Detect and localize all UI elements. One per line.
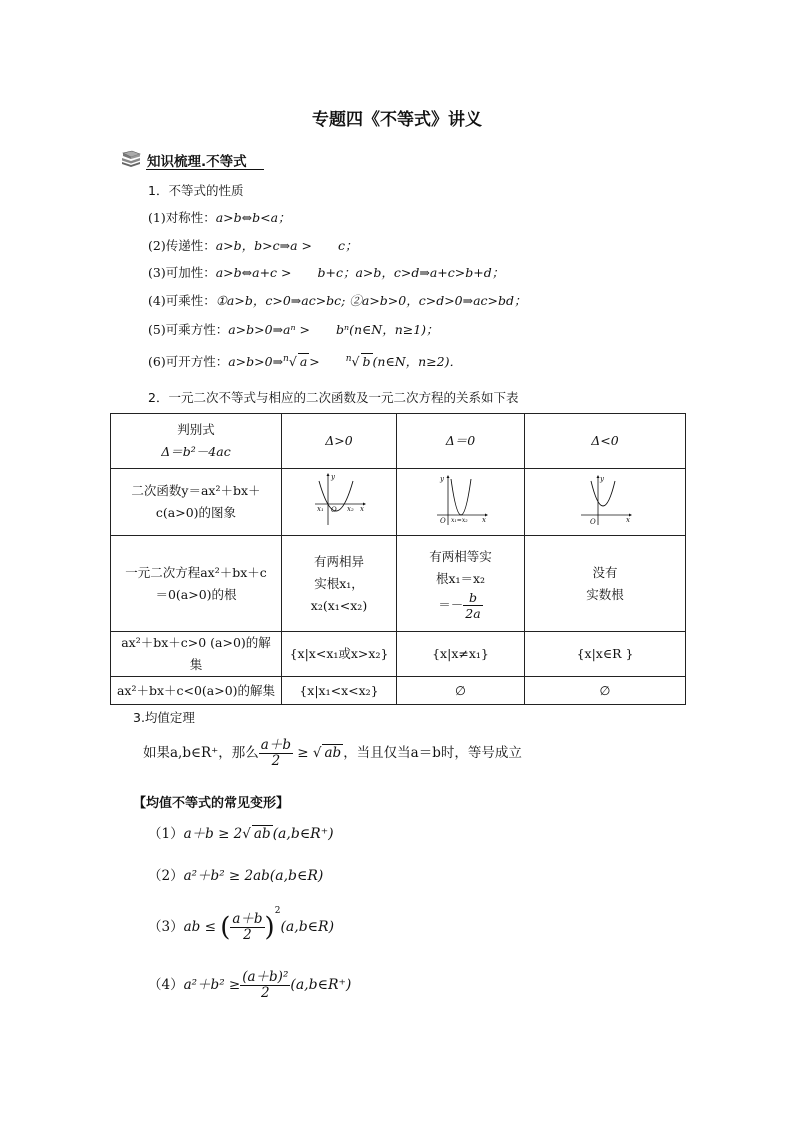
variant-4-fraction: $\frac{\text{(a＋b)²}}{2}$ [242, 969, 289, 1001]
cell-lt-none: ∅ [525, 677, 686, 705]
svg-text:O: O [439, 516, 446, 525]
table-row-solution-lt [111, 677, 686, 705]
cell-roots-none: 没有 实数根 [525, 536, 686, 632]
variant-4: （4）a²＋b² ≥ $\frac{\text{(a＋b)²}}{2}$ (a,b∈R⁺) [148, 969, 352, 1001]
variant-2: （2）a²＋b² ≥ 2ab(a,b∈R) [148, 868, 324, 884]
table-row-solution-gt [111, 632, 686, 677]
theorem-fraction: $\frac{a+b}{2}$ [260, 737, 291, 769]
svg-text:y: y [331, 472, 335, 481]
parabola-no-root-graph [577, 471, 633, 527]
svg-text:x₁=x₂: x₁=x₂ [450, 516, 468, 524]
cell-delta-positive: Δ>0 [282, 414, 397, 469]
cell-gt-two: {x|x<x₁或x>x₂} [282, 632, 397, 677]
cell-graph-double-root [397, 469, 525, 536]
cell-roots-label: 一元二次方程ax²＋bx＋c ＝0(a>0)的根 [111, 536, 282, 632]
cell-graph-no-root [525, 469, 686, 536]
cell-lt-label: ax²＋bx＋c<0(a>0)的解集 [111, 677, 282, 705]
cell-graph-label: 二次函数y＝ax²＋bx＋ c(a>0)的图象 [111, 469, 282, 536]
variant-3-fraction: $\frac{a+b}{2}$ [232, 911, 263, 943]
section-heading-label: 知识梳理.不等式 [147, 154, 247, 170]
parabola-double-root-graph [433, 471, 489, 527]
svg-text:x: x [360, 504, 364, 513]
svg-text:O: O [590, 517, 596, 526]
property-6: (6)可开方性：a>b>0⇒$^n$√ a > $^n$√ b (n∈N，n≥2)． [148, 353, 463, 369]
cell-lt-double: ∅ [397, 677, 525, 705]
variant-1: （1）a＋b ≥ 2√ ab (a,b∈R⁺) [148, 826, 334, 842]
table-row-discriminant [111, 414, 686, 469]
books-icon [120, 150, 142, 168]
property-4: (4)可乘性：①a>b，c>0⇒ac>bc; ②a>b>0，c>d>0⇒ac>bd； [148, 293, 527, 308]
relation-table [110, 413, 686, 705]
cell-roots-double: 有两相等实 根x₁＝x₂ ＝－ $\frac{b}{2a}$ [397, 536, 525, 632]
cell-discriminant-label: 判别式 Δ＝b²－4ac [111, 414, 282, 469]
cell-roots-two: 有两相异 实根x₁， x₂(x₁<x₂) [282, 536, 397, 632]
svg-text:O: O [331, 505, 337, 514]
cell-gt-double: {x|x≠x₁} [397, 632, 525, 677]
property-5: (5)可乘方性：a>b>0⇒aⁿ > bⁿ(n∈N，n≥1)； [148, 322, 439, 337]
cell-gt-label: ax²＋bx＋c>0 (a>0)的解集 [111, 632, 282, 677]
property-3: (3)可加性：a>b⇔a+c > b+c；a>b，c>d⇒a+c>b+d； [148, 265, 505, 280]
cell-lt-two: {x|x₁<x<x₂} [282, 677, 397, 705]
item1-heading: 1．不等式的性质 [148, 183, 244, 198]
property-1: (1)对称性：a>b⇔b<a； [148, 210, 291, 225]
table-row-roots [111, 536, 686, 632]
svg-text:x₁: x₁ [317, 504, 324, 513]
svg-text:x: x [626, 515, 630, 524]
property-2: (2)传递性：a>b，b>c⇒a > c； [148, 238, 358, 253]
variants-heading: 【均值不等式的常见变形】 [133, 796, 290, 811]
svg-text:y: y [600, 474, 604, 483]
svg-text:x₂: x₂ [347, 504, 354, 513]
variant-3: （3）ab ≤ ( $\frac{a+b}{2}$ )$^2$(a,b∈R) [148, 906, 335, 943]
section-heading-underline [146, 169, 264, 170]
mean-theorem: 如果a,b∈R⁺，那么 $\frac{a+b}{2}$ ≥ √ ab ，当且仅当a＝b时，等号成立 [143, 737, 522, 769]
page-title: 专题四《不等式》讲义 [312, 110, 482, 130]
cell-delta-negative: Δ<0 [525, 414, 686, 469]
svg-text:x: x [481, 515, 486, 524]
item2-heading: 2．一元二次不等式与相应的二次函数及一元二次方程的关系如下表 [148, 390, 519, 405]
item3-heading: 3.均值定理 [133, 710, 195, 725]
cell-delta-zero: Δ＝0 [397, 414, 525, 469]
table-row-graph [111, 469, 686, 536]
svg-text:y: y [439, 474, 444, 483]
root-fraction: $\frac{b}{2a}$ [465, 590, 481, 621]
cell-gt-none: {x|x∈R } [525, 632, 686, 677]
parabola-two-roots-graph [311, 471, 367, 527]
cell-graph-two-roots [282, 469, 397, 536]
